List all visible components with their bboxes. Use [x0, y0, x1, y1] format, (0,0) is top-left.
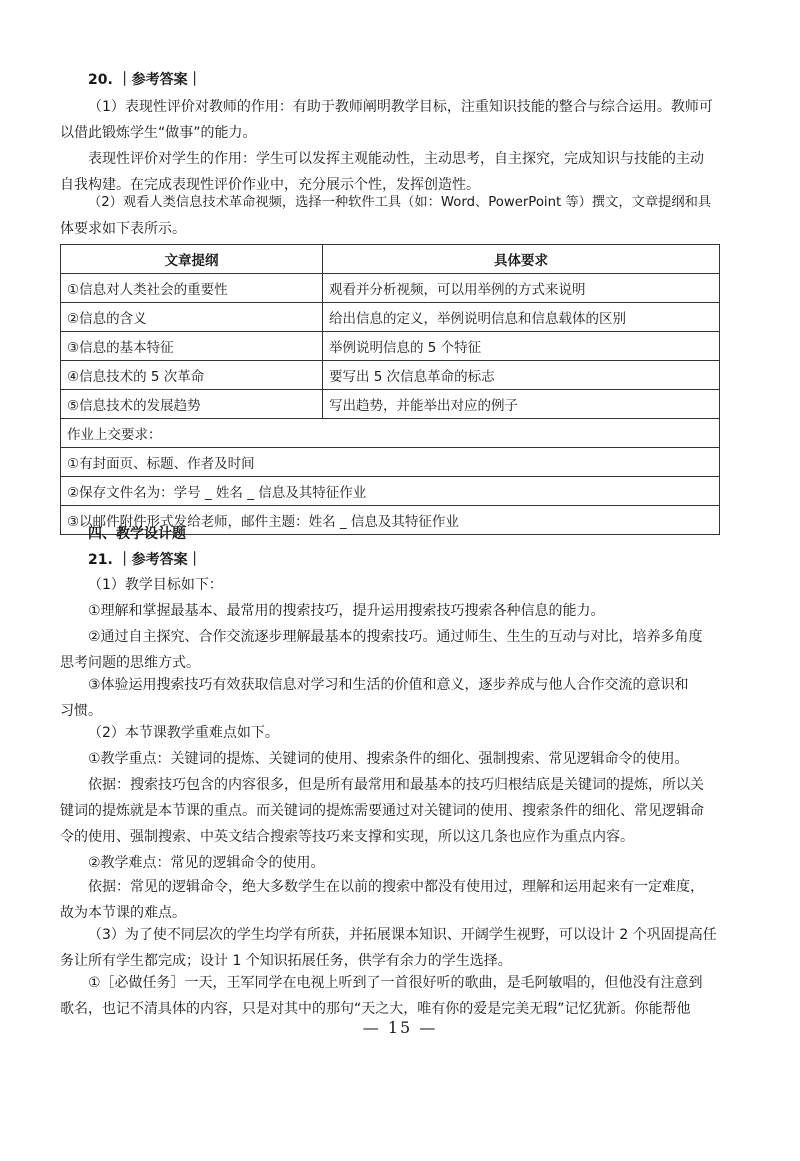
- table-cell-outline: ①信息对人类社会的重要性: [61, 274, 323, 303]
- q21-goal-2b: 思考问题的思维方式。: [60, 655, 200, 671]
- q20-paragraph-1b: 以借此锻炼学生“做事”的能力。: [60, 125, 257, 141]
- q21-key-point-1: ①教学重点：关键词的提炼、关键词的使用、搜索条件的细化、强制搜索、常见逻辑命令的使用。: [88, 751, 689, 767]
- table-cell-outline: ⑤信息技术的发展趋势: [61, 390, 323, 419]
- table-header-requirements: 具体要求: [323, 245, 720, 274]
- q21-goal-1: ①理解和掌握最基本、最常用的搜索技巧，提升运用搜索技巧搜索各种信息的能力。: [88, 603, 605, 619]
- table-cell-outline: ②信息的含义: [61, 303, 323, 332]
- table-note-row: [61, 477, 720, 506]
- table-header-row: [61, 245, 720, 274]
- table-note: 作业上交要求：: [61, 419, 720, 448]
- q21-task-1b: 歌名，也记不清具体的内容，只是对其中的那句“天之大，唯有你的爱是完美无瑕”记忆犹新。你能帮他: [60, 1001, 691, 1017]
- q21-heading: 21. ｜参考答案｜: [88, 552, 202, 568]
- q20-paragraph-3b: 体要求如下表所示。: [60, 221, 186, 237]
- table-note: ②保存文件名为：学号 _ 姓名 _ 信息及其特征作业: [61, 477, 720, 506]
- page-number: — 15 —: [362, 1018, 438, 1037]
- q21-goals-title: （1）教学目标如下：: [88, 577, 223, 593]
- q21-key-title: （2）本节课教学重难点如下。: [88, 725, 279, 741]
- q21-key-reason-1c: 令的使用、强制搜索、中英文结合搜索等技巧来支撑和实现，所以这几条也应作为重点内容。: [60, 829, 634, 845]
- table-note: ①有封面页、标题、作者及时间: [61, 448, 720, 477]
- table-note-row: [61, 419, 720, 448]
- table-header-outline: 文章提纲: [61, 245, 323, 274]
- q21-task-intro-b: 务让所有学生都完成；设计 1 个知识拓展任务，供学有余力的学生选择。: [60, 953, 512, 969]
- table-row: [61, 361, 720, 390]
- q21-task-1a: ①［必做任务］一天，王军同学在电视上听到了一首很好听的歌曲，是毛阿敏唱的，但他没有注意到: [88, 975, 703, 991]
- q20-paragraph-2a: 表现性评价对学生的作用：学生可以发挥主观能动性，主动思考，自主探究，完成知识与技能的主动: [88, 151, 704, 167]
- table-row: [61, 274, 720, 303]
- table-row: [61, 390, 720, 419]
- q21-goal-3a: ③体验运用搜索技巧有效获取信息对学习和生活的价值和意义，逐步养成与他人合作交流的意识和: [88, 677, 689, 693]
- q21-goal-2a: ②通过自主探究、合作交流逐步理解最基本的搜索技巧。通过师生、生生的互动与对比，培养多角度: [88, 629, 703, 645]
- outline-table: [60, 244, 720, 535]
- table-cell-outline: ④信息技术的 5 次革命: [61, 361, 323, 390]
- q21-key-reason-1a: 依据：搜索技巧包含的内容很多，但是所有最常用和最基本的技巧归根结底是关键词的提炼，所以关: [88, 777, 704, 793]
- table-note-row: [61, 448, 720, 477]
- q21-key-point-2: ②教学难点：常见的逻辑命令的使用。: [88, 855, 325, 871]
- table-cell-requirement: 要写出 5 次信息革命的标志: [323, 361, 720, 390]
- table-cell-requirement: 观看并分析视频，可以用举例的方式来说明: [323, 274, 720, 303]
- q21-key-reason-2a: 依据：常见的逻辑命令，绝大多数学生在以前的搜索中都没有使用过，理解和运用起来有一定难度，: [88, 879, 704, 895]
- section-title: 四、教学设计题: [88, 526, 186, 542]
- table-note: ③以邮件附件形式发给老师，邮件主题：姓名 _ 信息及其特征作业: [61, 506, 720, 535]
- q21-key-reason-2b: 故为本节课的难点。: [60, 905, 186, 921]
- table-row: [61, 303, 720, 332]
- q20-paragraph-3a: （2）观看人类信息技术革命视频，选择一种软件工具（如：Word、PowerPoint 等）撰文，文章提纲和具: [88, 195, 712, 210]
- q20-paragraph-2b: 自我构建。在完成表现性评价作业中，充分展示个性，发挥创造性。: [60, 177, 480, 193]
- table-cell-outline: ③信息的基本特征: [61, 332, 323, 361]
- q20-heading: 20. ｜参考答案｜: [88, 72, 202, 88]
- table-cell-requirement: 举例说明信息的 5 个特征: [323, 332, 720, 361]
- table-cell-requirement: 给出信息的定义，举例说明信息和信息载体的区别: [323, 303, 720, 332]
- q21-key-reason-1b: 键词的提炼就是本节课的重点。而关键词的提炼需要通过对关键词的使用、搜索条件的细化、常见逻辑命: [60, 803, 704, 819]
- table-row: [61, 332, 720, 361]
- q21-task-intro-a: （3）为了使不同层次的学生均学有所获，并拓展课本知识、开阔学生视野，可以设计 2 个巩固提高任: [88, 927, 717, 943]
- q20-paragraph-1a: （1）表现性评价对教师的作用：有助于教师阐明教学目标，注重知识技能的整合与综合运用。教师可: [88, 99, 713, 115]
- table-cell-requirement: 写出趋势，并能举出对应的例子: [323, 390, 720, 419]
- q21-goal-3b: 习惯。: [60, 703, 102, 719]
